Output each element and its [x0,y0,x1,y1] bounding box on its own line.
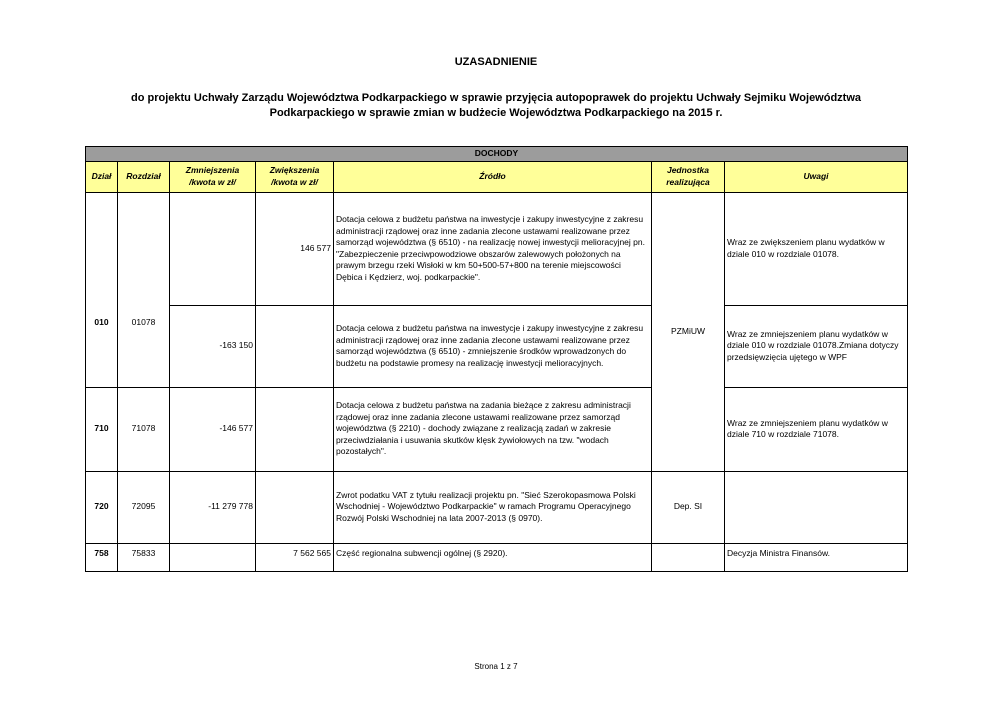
cell-zwiekszenia [256,471,334,543]
header-jednostka: Jednostka realizująca [652,161,725,192]
header-zrodlo: Źródło [334,161,652,192]
subtitle-line-1: do projektu Uchwały Zarządu Województwa Podkarpackiego w sprawie przyjęcia autopoprawek do projektu Uchwały Sejmiku Województwa [130,92,862,104]
income-table [85,146,908,572]
cell-zrodlo: Zwrot podatku VAT z tytułu realizacji projektu pn. "Sieć Szerokopasmowa Polski Wschodniej - Województwo Podkarpackie" w ramach Programu Operacyjnego Rozwój Polski Wschodniej na lata 2007-2013 (§ 0970). [334,471,652,543]
cell-zwiekszenia [256,387,334,471]
header-dzial: Dział [86,161,118,192]
cell-rozdzial: 72095 [118,471,170,543]
table-row [86,471,908,543]
cell-uwagi: Wraz ze zmniejszeniem planu wydatków w dziale 710 w rozdziale 71078. [725,387,908,471]
cell-rozdzial: 75833 [118,543,170,571]
cell-zrodlo: Dotacja celowa z budżetu państwa na zadania bieżące z zakresu administracji rządowej oraz inne zadania zlecone ustawami realizowane przez samorząd województwa (§ 2210) - dochody związane z realizacją zadań w zakresie przeciwdziałania i usuwania skutków klęsk żywiołowych na tzw. "wodach pozostałych". [334,387,652,471]
cell-zmniejszenia: -11 279 778 [170,471,256,543]
cell-jednostka: Dep. SI [652,471,725,543]
cell-zrodlo: Część regionalna subwencji ogólnej (§ 2920). [334,543,652,571]
cell-uwagi: Wraz ze zmniejszeniem planu wydatków w dziale 010 w rozdziale 01078.Zmiana dotyczy przedsięwzięcia ujętego w WPF [725,305,908,387]
subtitle-line-2: Podkarpackiego w sprawie zmian w budżecie Województwa Podkarpackiego na 2015 r. [269,107,723,119]
header-row [86,161,908,192]
cell-uwagi: Wraz ze zwiększeniem planu wydatków w dziale 010 w rozdziale 01078. [725,192,908,305]
cell-rozdzial: 01078 [118,192,170,387]
cell-rozdzial: 71078 [118,387,170,471]
cell-zwiekszenia: 7 562 565 [256,543,334,571]
cell-uwagi [725,471,908,543]
cell-zmniejszenia: -163 150 [170,305,256,387]
cell-dzial: 758 [86,543,118,571]
header-uwagi: Uwagi [725,161,908,192]
table-row [86,305,908,387]
table-row [86,192,908,305]
cell-dzial: 010 [86,192,118,387]
cell-zmniejszenia: -146 577 [170,387,256,471]
table-row [86,387,908,471]
cell-dzial: 720 [86,471,118,543]
cell-zmniejszenia [170,192,256,305]
cell-zrodlo: Dotacja celowa z budżetu państwa na inwestycje i zakupy inwestycyjne z zakresu administracji rządowej oraz inne zadania zlecone ustawami realizowane przez samorząd województwa (§ 6510) - zmniejszenie środków wprowadzonych do budżetu na podstawie promesy na realizację inwestycji melioracyjnych. [334,305,652,387]
section-title: DOCHODY [86,147,908,162]
table-row [86,543,908,571]
cell-zwiekszenia [256,305,334,387]
header-zmniejszenia: Zmniejszenia /kwota w zł/ [170,161,256,192]
cell-zwiekszenia: 146 577 [256,192,334,305]
cell-jednostka [652,543,725,571]
page-number: Strona 1 z 7 [474,662,518,671]
header-rozdzial: Rozdział [118,161,170,192]
cell-dzial: 710 [86,387,118,471]
document-subtitle [70,91,922,121]
section-band [86,147,908,162]
cell-jednostka: PZMiUW [652,192,725,471]
document-title: UZASADNIENIE [454,56,538,68]
cell-zmniejszenia [170,543,256,571]
cell-zrodlo: Dotacja celowa z budżetu państwa na inwestycje i zakupy inwestycyjne z zakresu administracji rządowej oraz inne zadania zlecone ustawami realizowane przez samorząd województwa (§ 6510) - na realizację nowej inwestycji melioracyjnej pn. "Zabezpieczenie przeciwpowodziowe obszarów zalewowych położonych na prawym brzegu rzeki Wisłoki w km 50+500-57+800 na terenie miejscowości Dębica i Kędzierz, woj. podkarpackie". [334,192,652,305]
cell-uwagi: Decyzja Ministra Finansów. [725,543,908,571]
header-zwiekszenia: Zwiększenia /kwota w zł/ [256,161,334,192]
